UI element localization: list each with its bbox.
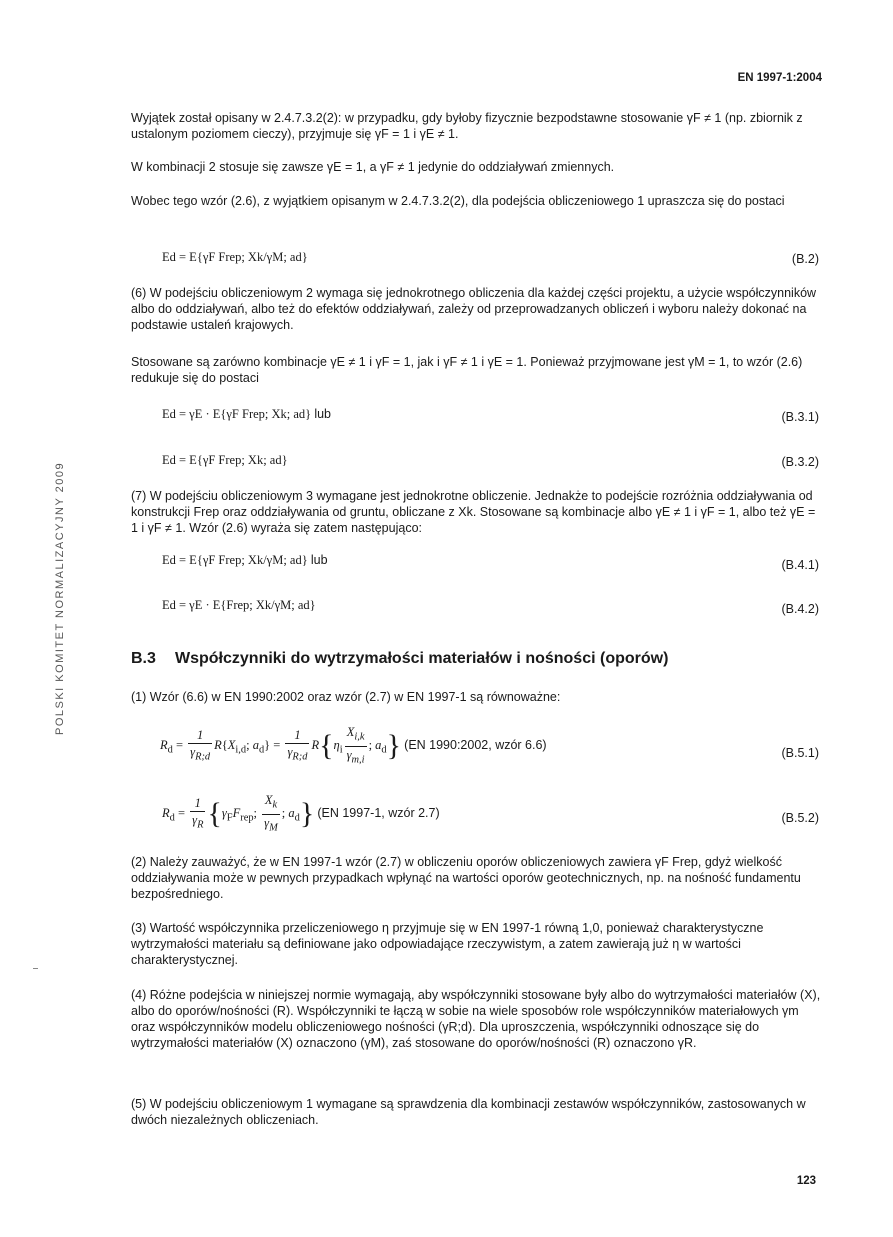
page-number: 123 bbox=[796, 1175, 816, 1187]
formula-b2: Ed = E{γF Frep; Xk/γM; ad} bbox=[162, 250, 308, 264]
formula-b4-1: Ed = E{γF Frep; Xk/γM; ad} lub bbox=[162, 553, 328, 567]
formula-number: (B.5.1) bbox=[781, 746, 819, 760]
formula-b4-2: Ed = γE · E{Frep; Xk/γM; ad} bbox=[162, 598, 316, 612]
watermark-text: POLSKI KOMITET NORMALIZACYJNY 2009 bbox=[54, 461, 66, 735]
paragraph: (7) W podejściu obliczeniowym 3 wymagane jest jednokrotne obliczenie. Jednakże to podejście rozróżnia oddziaływania od konstrukcji Frep oraz oddziaływania od gruntu, obliczane z Xk. Stosowane są kombinacje albo γE ≠ 1 i γF = 1, albo też γE = 1 i γF ≠ 1. Wzór (2.6) wyraża się zatem następująco: bbox=[131, 489, 816, 535]
formula-number: (B.3.1) bbox=[781, 410, 819, 424]
margin-mark bbox=[33, 968, 38, 969]
formula-number: (B.4.2) bbox=[781, 602, 819, 616]
document-id: EN 1997-1:2004 bbox=[737, 72, 822, 84]
paragraph: (2) Należy zauważyć, że w EN 1997-1 wzór (2.7) w obliczeniu oporów obliczeniowych zawiera γF Frep, gdyż wielkość oddziaływania może w pewnych przypadkach wpłynąć na wartości oporów geotechnicznych, np. na nośność fundamentu bezpośredniego. bbox=[131, 855, 801, 901]
formula-number: (B.5.2) bbox=[781, 811, 819, 825]
formula-b5-2: $R_d$ = $\frac{1}{\gamma_R}$ {$\gamma_FF_{rep}$; $\frac{X_k}{\gamma_M}$ ; $a_d$} (EN 1997-1, wzór 2.7) bbox=[162, 793, 440, 833]
paragraph: W kombinacji 2 stosuje się zawsze γE = 1, a γF ≠ 1 jedynie do oddziaływań zmiennych. bbox=[131, 160, 615, 174]
section-heading: B.3 Współczynniki do wytrzymałości materiałów i nośności (oporów) bbox=[131, 650, 669, 667]
formula-b3-1: Ed = γE · E{γF Frep; Xk; ad} lub bbox=[162, 407, 331, 421]
paragraph: Stosowane są zarówno kombinacje γE ≠ 1 i γF = 1, jak i γF ≠ 1 i γE = 1. Ponieważ przyjmowane jest γM = 1, to wzór (2.6) redukuje się do postaci bbox=[131, 355, 803, 385]
paragraph: (4) Różne podejścia w niniejszej normie wymagają, aby współczynniki stosowane były albo do wytrzymałości materiałów (X), albo do oporów/nośności (R). Współczynniki te łączą w sobie na wiele sposobów role współczynników materiałowych γm oraz współczynników modelu obliczeniowego nośności (γR;d). Dla uproszczenia, współczynniki odnoszące się do wytrzymałości materiałów (X) oznaczono (γM), zaś stosowane do oporów/nośności (R) oznaczono γR. bbox=[131, 988, 821, 1050]
paragraph: (6) W podejściu obliczeniowym 2 wymaga się jednokrotnego obliczenia dla każdej części projektu, a użycie współczynników albo do oddziaływań, albo też do efektów oddziaływań, zależy od przeprowadzanych obliczeń i wyboru należy dokonać na podstawie ustaleń krajowych. bbox=[131, 286, 817, 332]
formula-b5-1: $R_d$ = $\frac{1}{\gamma_{R;d}}$ $R\{X_{i,d}$; $a_d$} = $\frac{1}{\gamma_{R;d}}$ $R\{\eta_i$ $\frac{X_{i,k}}{\gamma_{m,i}}$ ; $a_d$} (EN 1990:2002, wzór 6.6) bbox=[160, 725, 547, 765]
paragraph: (5) W podejściu obliczeniowym 1 wymagane są sprawdzenia dla kombinacji zestawów współczynników, zastosowanych w dwóch niezależnych obliczeniach. bbox=[131, 1097, 806, 1127]
formula-b3-2: Ed = E{γF Frep; Xk; ad} bbox=[162, 453, 288, 467]
paragraph: Wobec tego wzór (2.6), z wyjątkiem opisanym w 2.4.7.3.2(2), dla podejścia obliczeniowego 1 upraszcza się do postaci bbox=[131, 194, 785, 208]
paragraph: (3) Wartość współczynnika przeliczeniowego η przyjmuje się w EN 1997-1 równą 1,0, ponieważ charakterystyczne wytrzymałości materiału są definiowane jako odpowiadające rzeczywistym, a zatem zawierają już η w wartości charakterystycznej. bbox=[131, 921, 764, 967]
formula-number: (B.2) bbox=[791, 252, 819, 266]
paragraph: (1) Wzór (6.6) w EN 1990:2002 oraz wzór (2.7) w EN 1997-1 są równoważne: bbox=[131, 690, 561, 704]
paragraph: Wyjątek został opisany w 2.4.7.3.2(2): w przypadku, gdy byłoby fizycznie bezpodstawne stosowanie γF ≠ 1 (np. zbiornik z ustalonym poziomem cieczy), przyjmuje się γF = 1 i γE ≠ 1. bbox=[131, 111, 803, 141]
formula-number: (B.4.1) bbox=[781, 558, 819, 572]
formula-number: (B.3.2) bbox=[781, 455, 819, 469]
